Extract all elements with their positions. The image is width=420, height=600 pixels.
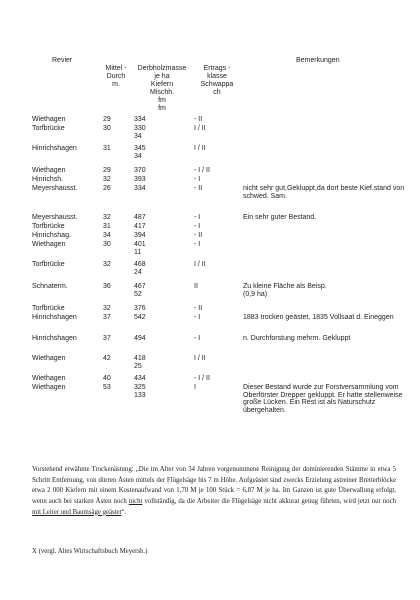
cell-mittel-durchm: 36 (103, 283, 111, 290)
footnote: X (vergl. Altes Wirtschaftsbuch Meyersh.) (32, 548, 148, 555)
cell-mittel-durchm: 30 (103, 125, 111, 132)
cell-derbholzmasse: 434 (134, 375, 146, 382)
cell-bemerkungen: Zu kleine Fläche als Beisp. (0,9 ha) (243, 283, 327, 298)
cell-revier: Torfbrücke (32, 261, 65, 268)
cell-ertragsklasse: - II (194, 305, 203, 312)
cell-derbholzmasse: 376 (134, 305, 146, 312)
header-ertragsklasse: Ertrags - klasse Schwappa ch (200, 65, 234, 96)
cell-bemerkungen: Ein sehr guter Bestand. (243, 214, 317, 221)
cell-derbholzmasse: 487 (134, 214, 146, 221)
cell-derbholzmasse: 345 34 (134, 145, 146, 160)
cell-mittel-durchm: 32 (103, 261, 111, 268)
cell-derbholzmasse: 468 24 (134, 261, 146, 276)
cell-bemerkungen: n. Durchforstung mehrm. Gekluppt (243, 335, 351, 342)
cell-ertragsklasse: - I (194, 335, 201, 342)
cell-derbholzmasse: 370 (134, 167, 146, 174)
cell-derbholzmasse: 330 34 (134, 125, 146, 140)
cell-bemerkungen: nicht sehr gut,Gekluppt,da dort beste Kief.stand von schwed. Sam. (243, 185, 405, 200)
body-paragraph (32, 465, 396, 519)
cell-revier: Wiethagen (32, 355, 66, 362)
cell-bemerkungen: Dieser Bestand wurde zur Forstversammlung vom Oberförster Drepper gekluppt. Er hatte stellenweise große Lücken. Ein Rest ist als Naturschutz übergehalten. (243, 384, 403, 414)
cell-revier: Hinrichshagen (32, 314, 77, 321)
cell-ertragsklasse: I (194, 384, 196, 391)
cell-derbholzmasse: 334 (134, 116, 146, 123)
cell-derbholzmasse: 334 (134, 185, 146, 192)
cell-ertragsklasse: - I (194, 223, 201, 230)
paragraph-underline-1: nicht (128, 498, 143, 506)
cell-derbholzmasse: 418 25 (134, 355, 146, 370)
cell-ertragsklasse: I / II (194, 261, 206, 268)
cell-mittel-durchm: 31 (103, 223, 111, 230)
cell-revier: Hinrichshagen (32, 335, 77, 342)
cell-revier: Wiethagen (32, 241, 66, 248)
header-derbholzmasse: Derbholzmasse je ha Kiefern Mischh. fm fm (137, 65, 187, 112)
cell-ertragsklasse: - I (194, 314, 201, 321)
cell-revier: Meyershausst. (32, 214, 78, 221)
cell-revier: Hinrichshag. (32, 232, 71, 239)
cell-ertragsklasse: I / II (194, 355, 206, 362)
cell-ertragsklasse: I / II (194, 125, 206, 132)
cell-ertragsklasse: - I / II (194, 167, 210, 174)
cell-derbholzmasse: 542 (134, 314, 146, 321)
cell-ertragsklasse: II (194, 283, 198, 290)
cell-mittel-durchm: 30 (103, 241, 111, 248)
paragraph-text-3: “. (121, 508, 127, 516)
cell-ertragsklasse: - I (194, 241, 201, 248)
cell-ertragsklasse: I / II (194, 145, 206, 152)
cell-derbholzmasse: 494 (134, 335, 146, 342)
cell-derbholzmasse: 393 (134, 176, 146, 183)
cell-revier: Meyershausst. (32, 185, 78, 192)
cell-mittel-durchm: 31 (103, 145, 111, 152)
cell-revier: Hinrichsh. (32, 176, 64, 183)
paragraph-text-1: Vorstehend erwähnte Trockenästung: „Die im Alter von 34 Jahren vorgenommene Reinigung der dominierenden Stämme in etwa 5 Schritt Entfernung, von dürren Ästen mittels der Flügelsäge bis 7 m Höhe. Aufgeästet sind zwecks Erzielung astreiner Bretterblöcke etwa 2 000 Kiefern mit einem Kostenaufwand von 1,70 M je 100 Stück = 6,87 M je ha. Im Ganzen ist gute Überwallung erfolgt, wenn auch bei starken Ästen noch (32, 466, 396, 506)
cell-derbholzmasse: 401 11 (134, 241, 146, 256)
cell-revier: Schnaterm. (32, 283, 68, 290)
cell-revier: Wiethagen (32, 167, 66, 174)
cell-ertragsklasse: - I (194, 176, 201, 183)
cell-ertragsklasse: - I (194, 214, 201, 221)
cell-revier: Torfbrücke (32, 125, 65, 132)
cell-derbholzmasse: 417 (134, 223, 146, 230)
cell-bemerkungen: 1883 trocken geästet, 1835 Vollsaat d. Eineggen (243, 314, 394, 321)
cell-mittel-durchm: 32 (103, 214, 111, 221)
cell-mittel-durchm: 29 (103, 167, 111, 174)
cell-mittel-durchm: 29 (103, 116, 111, 123)
cell-ertragsklasse: - II (194, 116, 203, 123)
header-bemerkungen: Bemerkungen (296, 57, 340, 64)
paragraph-text-2: vollständig, da die Arbeiter die Flügelsäge nicht akkurat genug führten, wird jetzt nur noch (142, 498, 396, 506)
cell-mittel-durchm: 32 (103, 176, 111, 183)
cell-mittel-durchm: 32 (103, 305, 111, 312)
cell-ertragsklasse: - I / II (194, 375, 210, 382)
cell-ertragsklasse: - II (194, 185, 203, 192)
header-mittel-durchm: Mittel - Durch m. (105, 65, 127, 88)
cell-revier: Wiethagen (32, 116, 66, 123)
cell-revier: Wiethagen (32, 375, 66, 382)
cell-revier: Wiethagen (32, 384, 66, 391)
cell-mittel-durchm: 34 (103, 232, 111, 239)
header-revier: Revier (52, 57, 73, 64)
cell-ertragsklasse: - II (194, 232, 203, 239)
cell-mittel-durchm: 40 (103, 375, 111, 382)
cell-revier: Torfbrücke (32, 223, 65, 230)
cell-derbholzmasse: 467 52 (134, 283, 146, 298)
cell-mittel-durchm: 42 (103, 355, 111, 362)
cell-mittel-durchm: 53 (103, 384, 111, 391)
cell-derbholzmasse: 325 133 (134, 384, 146, 399)
cell-revier: Torfbrücke (32, 305, 65, 312)
cell-mittel-durchm: 37 (103, 314, 111, 321)
cell-revier: Hinrichshagen (32, 145, 77, 152)
paragraph-underline-2: mit Leiter und Baumsäge geästet (32, 508, 122, 516)
cell-mittel-durchm: 26 (103, 185, 111, 192)
cell-mittel-durchm: 37 (103, 335, 111, 342)
cell-derbholzmasse: 394 (134, 232, 146, 239)
